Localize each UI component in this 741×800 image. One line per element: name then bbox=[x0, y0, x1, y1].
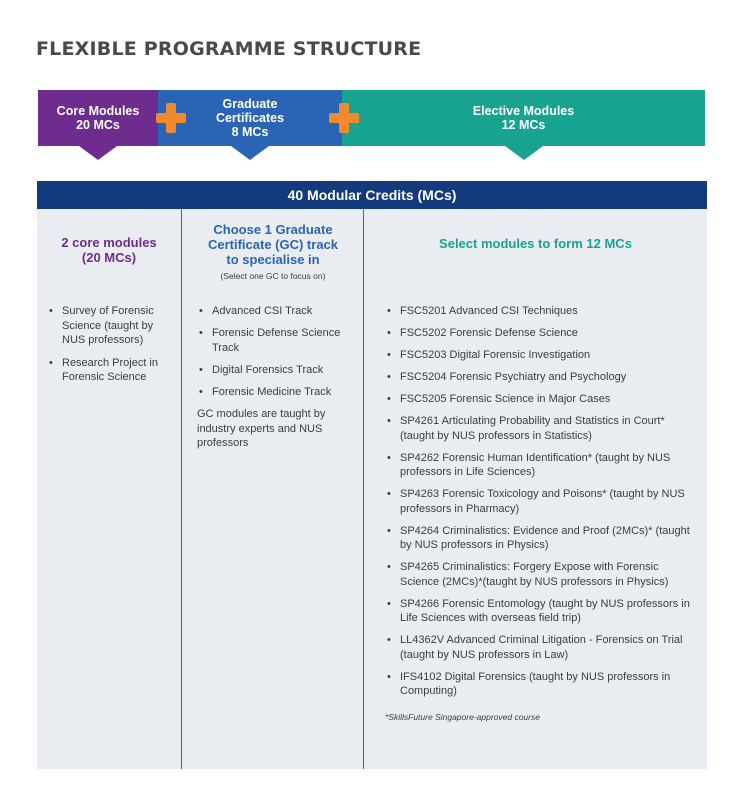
gc-description: GC modules are taught by industry experts and NUS professors bbox=[197, 408, 326, 449]
page-title: FLEXIBLE PROGRAMME STRUCTURE bbox=[36, 38, 422, 60]
core-column-heading bbox=[37, 235, 181, 265]
gc-heading-line: to specialise in bbox=[226, 252, 320, 267]
banner-gc-credits: 8 MCs bbox=[231, 125, 269, 139]
gc-heading-line: Choose 1 Graduate bbox=[213, 222, 333, 237]
list-item: • FSC5201 Advanced CSI Techniques bbox=[385, 304, 700, 319]
table-header: 40 Modular Credits (MCs) bbox=[37, 181, 707, 209]
plus-icon bbox=[154, 101, 188, 135]
gc-column-heading bbox=[183, 222, 363, 267]
list-item: • FSC5204 Forensic Psychiatry and Psychology bbox=[385, 370, 700, 385]
list-item: • SP4262 Forensic Human Identification* (taught by NUS professors in Life Sciences) bbox=[385, 451, 700, 480]
list-item: • LL4362V Advanced Criminal Litigation - Forensics on Trial (taught by NUS professors in Law) bbox=[385, 633, 700, 662]
banner-core-label: Core Modules bbox=[56, 104, 140, 118]
list-item: • FSC5202 Forensic Defense Science bbox=[385, 326, 700, 341]
gc-note: (Select one GC to focus on) bbox=[220, 271, 326, 281]
banner-gc-line1: Graduate bbox=[222, 97, 278, 111]
banner-core-credits: 20 MCs bbox=[76, 118, 120, 132]
gc-track-list bbox=[197, 304, 357, 407]
banner-elective-modules bbox=[342, 90, 705, 146]
banner-core-modules bbox=[38, 90, 158, 146]
banner-elective-label: Elective Modules bbox=[472, 104, 575, 118]
core-heading-line: (20 MCs) bbox=[81, 250, 137, 265]
core-module-list bbox=[47, 304, 175, 393]
list-item: • Research Project in Forensic Science bbox=[47, 356, 175, 385]
list-item: • SP4264 Criminalistics: Evidence and Proof (2MCs)* (taught by NUS professors in Physics) bbox=[385, 524, 700, 553]
list-item: • Survey of Forensic Science (taught by NUS professors) bbox=[47, 304, 175, 348]
banner-core-pointer bbox=[79, 146, 117, 160]
list-item: • Forensic Defense Science Track bbox=[197, 326, 357, 355]
banner-elective-pointer bbox=[505, 146, 543, 160]
list-item: • FSC5205 Forensic Science in Major Cases bbox=[385, 392, 700, 407]
column-divider bbox=[181, 209, 182, 769]
list-item: • Advanced CSI Track bbox=[197, 304, 357, 319]
list-item: • SP4261 Articulating Probability and Statistics in Court* (taught by NUS professors in Statistics) bbox=[385, 414, 700, 443]
list-item: • SP4263 Forensic Toxicology and Poisons* (taught by NUS professors in Pharmacy) bbox=[385, 487, 700, 516]
column-divider bbox=[363, 209, 364, 769]
list-item: • SP4265 Criminalistics: Forgery Expose with Forensic Science (2MCs)*(taught by NUS professors in Physics) bbox=[385, 560, 700, 589]
list-item: • IFS4102 Digital Forensics (taught by NUS professors in Computing) bbox=[385, 670, 700, 699]
footnote: *SkillsFuture Singapore-approved course bbox=[385, 712, 540, 722]
plus-icon bbox=[327, 101, 361, 135]
credits-table bbox=[37, 181, 707, 769]
list-item: • SP4266 Forensic Entomology (taught by NUS professors in Life Sciences with overseas field trip) bbox=[385, 597, 700, 626]
banner-gc-pointer bbox=[231, 146, 269, 160]
core-heading-line: 2 core modules bbox=[61, 235, 157, 250]
banner-elective-credits: 12 MCs bbox=[501, 118, 546, 132]
gc-heading-line: Certificate (GC) track bbox=[207, 237, 339, 252]
list-item: • Forensic Medicine Track bbox=[197, 385, 357, 400]
elective-module-list bbox=[385, 304, 700, 706]
list-item: • FSC5203 Digital Forensic Investigation bbox=[385, 348, 700, 363]
banner-gc-line2: Certificates bbox=[215, 111, 285, 125]
elective-column-heading: Select modules to form 12 MCs bbox=[439, 236, 632, 251]
list-item: • Digital Forensics Track bbox=[197, 363, 357, 378]
